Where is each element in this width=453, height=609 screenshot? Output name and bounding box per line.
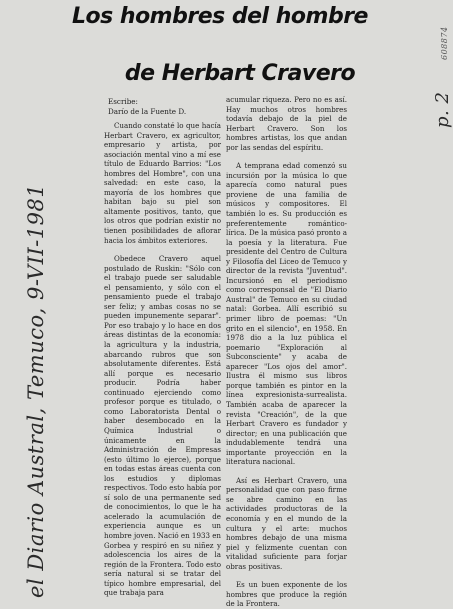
paragraph: Obedece Cravero aquel postulado de Ruskin: "Sólo con el trabajo puede ser saludable el pensamiento, y sólo con el pensamiento puede el trabajo ser feliz; y ambas cosas no se pueden impunemente separar". Por eso trabajo y lo hace en dos áreas distintas de la economía: la agricultura y la industria, abarcando rubros que son absolutamente diferentes. Está allí porque es necesario producir. Podría haber continuado ejerciendo como profesor porque es titulado, o como Laboratorista Dental o haber desembocado en la Química Industrial o únicamente en la Administración de Empresas (esto último lo ejerce), porque en todas estas áreas cuenta con los estudios y diplomas respectivos. Todo esto había por sí solo de una permanente sed de conocimientos, lo que le ha acelerado la acumulación de experiencia aunque es un hombre joven. Nació en 1933 en Gorbea y respiró en su niñez y adolescencia los aires de la región de la Frontera. Todo esto sería natural si se tratar del típico hombre empresarial, del que trabaja para (104, 254, 222, 598)
article-column-left (104, 121, 221, 598)
paragraph: acumular riqueza. Pero no es así. Hay muchos otros hombres todavía debajo de la piel de Herbart Cravero. Son los hombres artistas, los que andan por las sendas del espíritu. (226, 95, 347, 152)
paragraph: Cuando constaté lo que hacía Herbart Cravero, ex agricultor, empresario y artista, por asociación mental vino a mí ese título de Eduardo Barrios: "Los hombres del Hombre", con una salvedad: en este caso, la mayoría de los hombres que habitan bajo su piel son altamente positivos, tanto, que los otros que podrían existir no tienen posibilidades de aflorar hacia los ámbitos exteriores. (104, 121, 221, 245)
paragraph: Es un buen exponente de los hombres que produce la región de la Frontera. (226, 580, 347, 609)
handwritten-archive-code: 608874 (440, 26, 449, 60)
article-title-line-2: de Herbart Cravero (124, 61, 356, 86)
byline-label: Escribe: (108, 97, 138, 106)
paragraph: A temprana edad comenzó su incursión por la música lo que aparecía como natural pues proviene de una familia de músicos y compositores. El también lo es. Su producción es preferentemente romántico-lírica. De la música pasó pronto a la poesía y la literatura. Fue presidente del Centro de Cultura y Filosofía del Liceo de Temuco y director de la revista "Juventud". Incursionó en el periodismo como corresponsal de "El Diario Austral" de Temuco en su ciudad natal: Gorbea. Allí escribió su primer libro de poemas: "Un grito en el silencio", en 1958. En 1978 dio a la luz pública el poemario "Exploración al Subconsciente" y acaba de aparecer "Los ojos del amor". Ilustra él mismo sus libros porque también es pintor en la línea expresionista-surrealista. También acaba de aparecer la revista "Creación", de la que Herbart Cravero es fundador y director; en una publicación que indudablemente tendrá una importante proyección en la literatura nacional. (226, 161, 347, 467)
handwritten-source-note: el Diario Austral, Temuco, 9-VII-1981 (24, 183, 48, 598)
article-column-right (226, 95, 347, 609)
byline-author: Darío de la Fuente D. (108, 107, 187, 116)
paragraph: Así es Herbart Cravero, una personalidad que con paso firme se abre camino en las actividades productoras de la economía y en el mundo de la cultura y el arte: muchos hombres debajo de una misma piel y felizmente cuentan con vitalidad suficiente para forjar obras positivas. (226, 475, 347, 571)
handwritten-page-ref: p. 2 (432, 91, 453, 128)
article-title-line-1: Los hombres del hombre (72, 4, 368, 29)
